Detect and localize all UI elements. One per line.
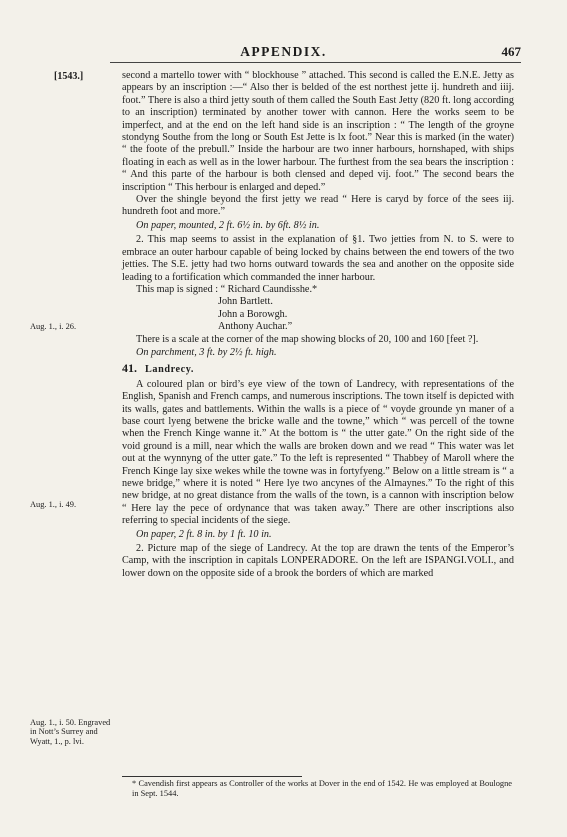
running-title: APPENDIX.	[240, 44, 327, 59]
paragraph: Over the shingle beyond the first jetty we read “ Here is caryd by force of the sees iij. hundreth foot and more.”	[122, 194, 514, 218]
section-title: Landrecy.	[145, 364, 195, 376]
year-marker: [1543.]	[54, 71, 84, 82]
paragraph: second a martello tower with “ blockhouse ” attached. This second is called the E.N.E. Jetty as appears by an inscription :—“ Also ther is belded of the est northest jette ij. hundreth and iiij. foot.” There is also a third jetty south of them called the South East Jetty (820 ft. long according to an inscription) terminated by another tower with cannon. Here the works seem to be imperfect, and at the end on the left hand side is an inscription : “ The length of the groyne stondyng Southe from the long or South Est Jette is lx foot.” Near this is marked (in the water) “ the foote of the prebull.” Inside the harbour are two inner harbours, hornshaped, with ships floating in each as well as in the lower harbour. The furthest from the sea bears the inscription : “ And this parte of the harbour is both clensed and deped vij. foot.” The second bears the inscription “ This herbour is enlarged and deped.”	[122, 70, 514, 193]
signature-line: This map is signed : “ Richard Caundisshe.*	[136, 283, 318, 295]
page-number: 467	[501, 44, 521, 59]
paragraph: 2. Picture map of the siege of Landrecy. At the top are drawn the tents of the Emperor’s Camp, with the inscription in capitals LONPERADORE. On the left are ISPANGI.VOLI., and lower down on the opposite side of a brook the borders of which are marked	[122, 543, 514, 579]
main-text-column	[122, 70, 514, 580]
page-header	[0, 44, 567, 64]
margin-note: Aug. 1., i. 50. Engraved in Nott’s Surrey and Wyatt, 1., p. lvi.	[30, 718, 111, 746]
section-heading	[122, 362, 514, 376]
paragraph: There is a scale at the corner of the map showing blocks of 20, 100 and 160 [feet ?].	[136, 333, 479, 345]
physical-description: On paper, mounted, 2 ft. 6½ in. by 6ft. 8½ in.	[136, 219, 320, 231]
physical-description: On paper, 2 ft. 8 in. by 1 ft. 10 in.	[136, 528, 272, 540]
paragraph: 2. This map seems to assist in the explanation of §1. Two jetties from N. to S. were to embrace an outer harbour capable of being locked by chains between the end towers of the two jetties. The S.E. jetty had two horns outward towards the sea and another on the opposite side leading to a fortification which commanded the inner harbour.	[122, 234, 514, 283]
margin-note: Aug. 1., i. 49.	[30, 500, 77, 509]
paragraph: A coloured plan or bird’s eye view of the town of Landrecy, with representations of the English, Spanish and French camps, and numerous inscriptions. The town itself is depicted with its walls, gates and battlements. Within the walls is a piece of “ voyde grounde yn maner of a base court lyeng betwene the bricke walle and the towne,” which “ was percell of the towne when the French Kinge wanne it.” At the bottom is “ the utter gate.” On the right side of the void ground is a mill, near which the walls are broken down and we read “ This water was let out at the wynnyng of the utter gate.” To the left is represented “ Thabbey of Maroll where the French Kinge lay sixe wekes while the towne was in fortyfyeng.” Below on a little stream is “ a newe bridge,” where it is noted “ Here lye two ancynes of the Almaynes.” To the right of this new bridge, at no great distance from the walls of the town, is a cannon with inscription below “ Here lay the pece of ordynance that was taken away.” There are other inscriptions also referring to special incidents of the siege.	[122, 378, 514, 527]
signature-name: John Bartlett.	[218, 296, 273, 308]
signature-name: John a Borowgh.	[218, 308, 288, 320]
margin-note: Aug. 1., i. 26.	[30, 322, 77, 331]
section-number: 41.	[122, 361, 137, 376]
footnote: * Cavendish first appears as Controller of the works at Dover in the end of 1542. He was employed at Boulogne in Sept. 1544.	[132, 779, 512, 798]
physical-description: On parchment, 3 ft. by 2½ ft. high.	[136, 346, 277, 358]
signature-name: Anthony Auchar.”	[218, 321, 293, 333]
header-rule	[110, 62, 521, 63]
footnote-rule	[122, 776, 302, 777]
